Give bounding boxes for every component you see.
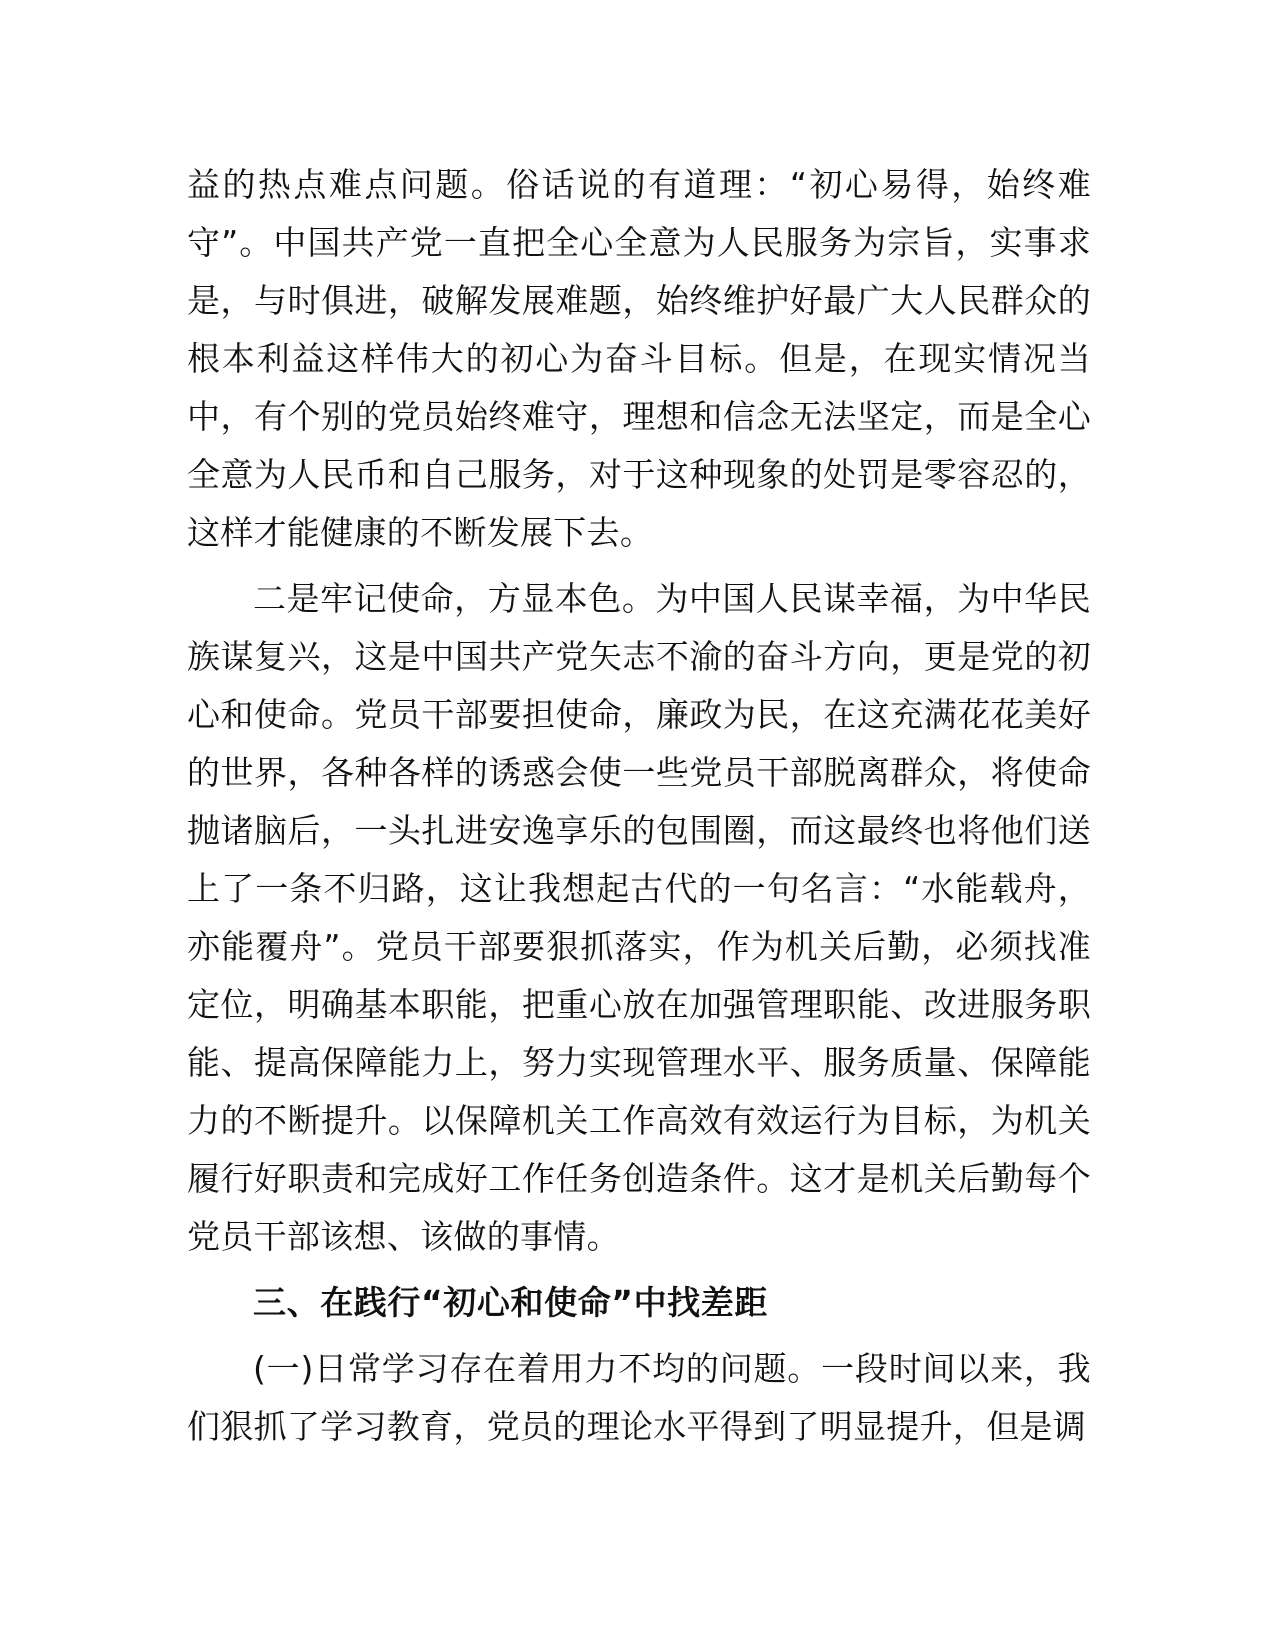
- paragraph-study-issue: (一)日常学习存在着用力不均的问题。一段时间以来，我们狠抓了学习教育，党员的理论水平得到了明显提升，但是调: [187, 1349, 1091, 1446]
- document-body: [187, 156, 1091, 1456]
- paragraph-mission: 二是牢记使命，方显本色。为中国人民谋幸福，为中华民族谋复兴，这是中国共产党矢志不渝的奋斗方向，更是党的初心和使命。党员干部要担使命，廉政为民，在这充满花花美好的世界，各种各样的诱惑会使一些党员干部脱离群众，将使命抛诸脑后，一头扎进安逸享乐的包围圈，而这最终也将他们送上了一条不归路，这让我想起古代的一句名言：“水能载舟，亦能覆舟”。党员干部要狠抓落实，作为机关后勤，必须找准定位，明确基本职能，把重心放在加强管理职能、改进服务职能、提高保障能力上，努力实现管理水平、服务质量、保障能力的不断提升。以保障机关工作高效有效运行为目标，为机关履行好职责和完成好工作任务创造条件。这才是机关后勤每个党员干部该想、该做的事情。: [187, 579, 1091, 1256]
- section-heading: 三、在践行“初心和使命”中找差距: [253, 1283, 768, 1322]
- paragraph-continuation: 益的热点难点问题。俗话说的有道理：“初心易得，始终难守”。中国共产党一直把全心全意为人民服务为宗旨，实事求是，与时俱进，破解发展难题，始终维护好最广大人民群众的根本利益这样伟大的初心为奋斗目标。但是，在现实情况当中，有个别的党员始终难守，理想和信念无法坚定，而是全心全意为人民币和自己服务，对于这种现象的处罚是零容忍的，这样才能健康的不断发展下去。: [187, 165, 1091, 552]
